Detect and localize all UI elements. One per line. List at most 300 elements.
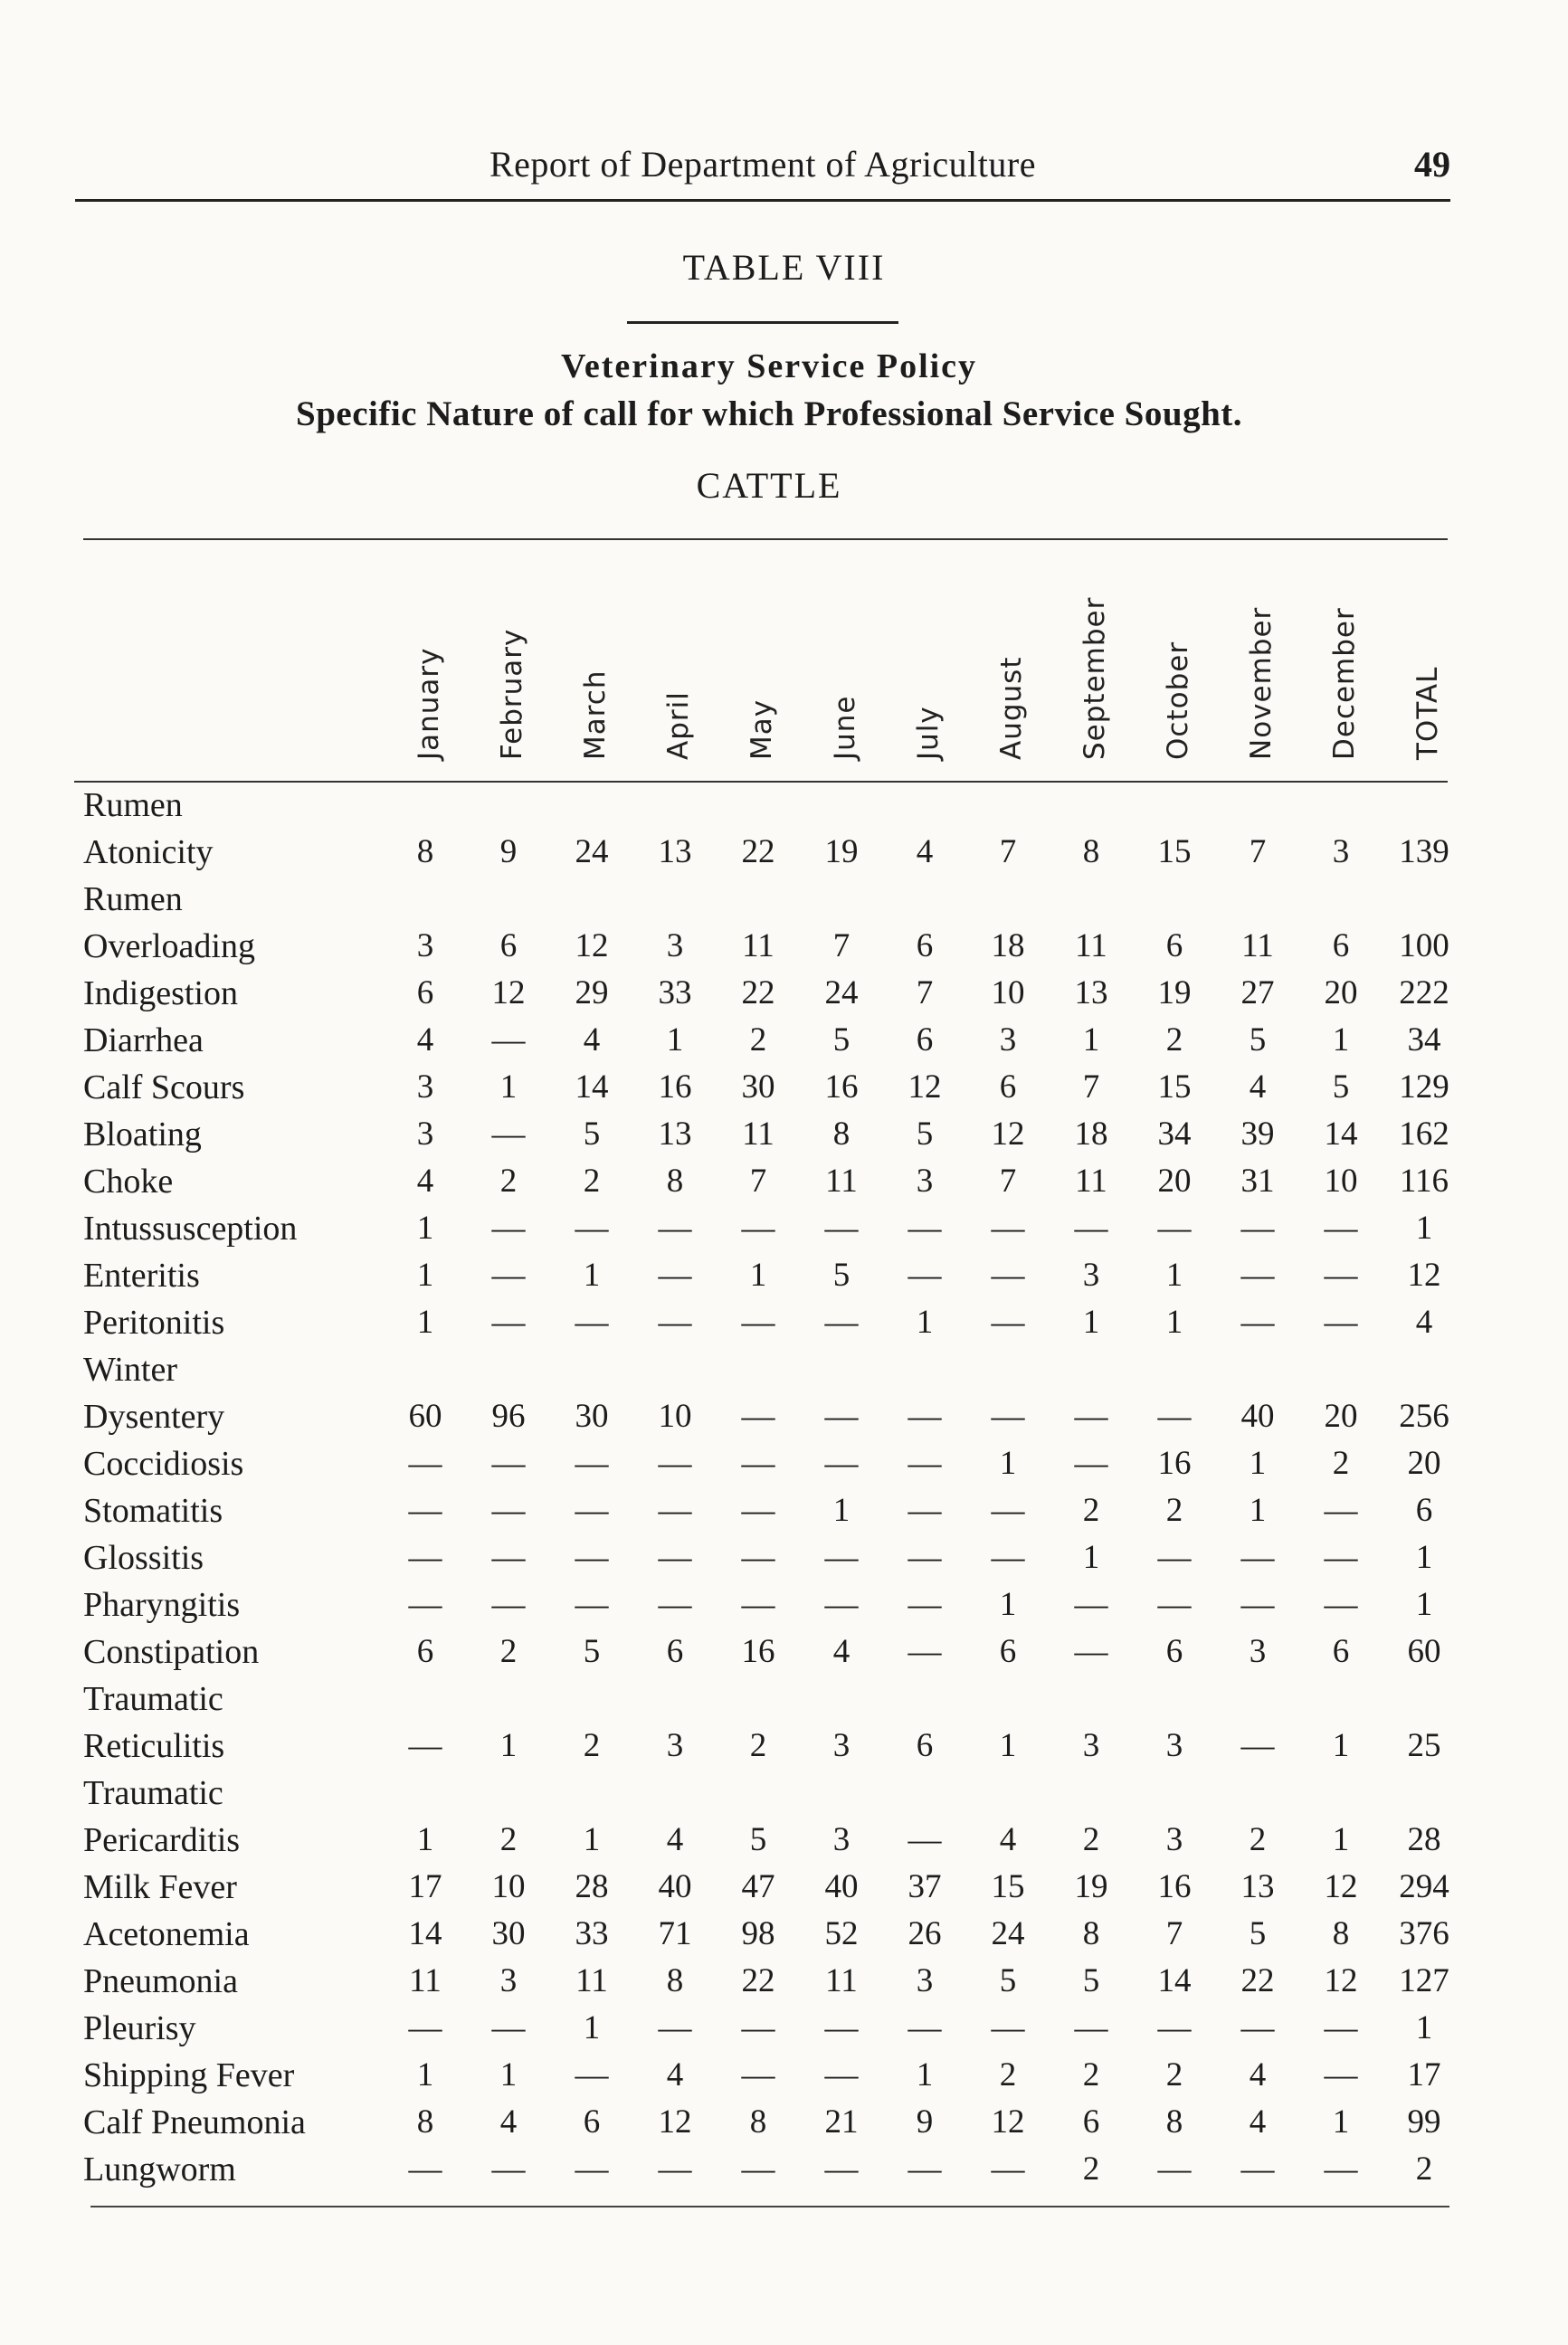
table-cell: 19 <box>1074 1868 1108 1905</box>
table-cell: 4 <box>583 1021 601 1059</box>
row-label: Winter <box>83 1351 177 1389</box>
table-cell: — <box>991 1492 1025 1529</box>
table-cell: — <box>491 1021 526 1059</box>
table-cell: — <box>741 1445 775 1482</box>
table-cell: 31 <box>1240 1163 1275 1200</box>
table-cell: — <box>908 1821 942 1858</box>
table-cell: 11 <box>1075 927 1107 964</box>
table-cell: 98 <box>741 1915 775 1952</box>
table-cell: — <box>408 2150 442 2188</box>
table-cell: 3 <box>999 1021 1017 1059</box>
table-cell: 20 <box>1157 1163 1192 1200</box>
table-cell: 13 <box>658 833 692 870</box>
table-cell: 10 <box>491 1868 526 1905</box>
table-cell: 5 <box>1082 1962 1100 1999</box>
running-title: Report of Department of Agriculture <box>489 144 1036 185</box>
row-total-cell: 376 <box>1399 1915 1449 1952</box>
table-cell: — <box>824 1304 859 1341</box>
row-total-cell: 162 <box>1399 1116 1449 1153</box>
table-cell: 1 <box>832 1492 851 1529</box>
table-cell: 14 <box>408 1915 442 1952</box>
table-cell: 2 <box>1249 1821 1267 1858</box>
table-cell: — <box>991 2009 1025 2046</box>
table-cell: 4 <box>666 1821 684 1858</box>
table-cell: 1 <box>1165 1257 1183 1294</box>
table-cell: 39 <box>1240 1116 1275 1153</box>
table-cell: 4 <box>416 1163 434 1200</box>
table-cell: — <box>991 1304 1025 1341</box>
table-cell: 96 <box>491 1398 526 1435</box>
row-total-cell: 116 <box>1399 1163 1449 1200</box>
table-cell: — <box>658 2150 692 2188</box>
header-divider-rule <box>74 781 1448 783</box>
row-label: Milk Fever <box>83 1868 237 1906</box>
table-cell: 16 <box>741 1633 775 1670</box>
table-cell: — <box>575 2056 609 2093</box>
table-cell: 9 <box>499 833 518 870</box>
table-cell: 4 <box>1249 2056 1267 2093</box>
table-cell: — <box>1074 1586 1108 1623</box>
table-cell: 5 <box>1249 1915 1267 1952</box>
table-cell: 1 <box>666 1021 684 1059</box>
table-cell: — <box>491 1492 526 1529</box>
table-cell: — <box>575 1304 609 1341</box>
row-total-cell: 127 <box>1399 1962 1449 1999</box>
table-cell: 1 <box>583 1257 601 1294</box>
table-cell: 18 <box>1074 1116 1108 1153</box>
table-cell: — <box>1324 2009 1358 2046</box>
row-total-cell: 256 <box>1399 1398 1449 1435</box>
table-cell: — <box>1074 1445 1108 1482</box>
table-cell: 4 <box>832 1633 851 1670</box>
table-cell: 4 <box>416 1021 434 1059</box>
table-cell: 2 <box>1082 2056 1100 2093</box>
table-cell: 20 <box>1324 1398 1358 1435</box>
row-label: Peritonitis <box>83 1304 225 1342</box>
table-cell: 3 <box>1082 1727 1100 1764</box>
table-cell: — <box>1157 1586 1192 1623</box>
table-cell: 34 <box>1157 1116 1192 1153</box>
table-cell: — <box>491 2009 526 2046</box>
table-cell: 3 <box>832 1727 851 1764</box>
column-header-label: December <box>1328 607 1361 760</box>
table-cell: 17 <box>408 1868 442 1905</box>
table-cell: 8 <box>666 1163 684 1200</box>
row-total-cell: 129 <box>1399 1068 1449 1106</box>
table-cell: 4 <box>916 833 934 870</box>
table-cell: 1 <box>416 1257 434 1294</box>
table-cell: 5 <box>1249 1021 1267 1059</box>
table-bottom-rule <box>90 2206 1449 2207</box>
table-cell: — <box>575 2150 609 2188</box>
table-cell: 11 <box>742 1116 774 1153</box>
table-cell: 12 <box>658 2103 692 2141</box>
row-label: Lungworm <box>83 2150 236 2188</box>
table-cell: 4 <box>499 2103 518 2141</box>
column-header-label: June <box>829 695 861 760</box>
table-cell: 1 <box>1082 1021 1100 1059</box>
table-cell: — <box>991 1210 1025 1247</box>
table-cell: — <box>908 1210 942 1247</box>
table-cell: 16 <box>824 1068 859 1106</box>
table-cell: — <box>908 1539 942 1576</box>
table-cell: — <box>491 1445 526 1482</box>
table-top-rule <box>83 538 1448 540</box>
table-cell: — <box>1240 2150 1275 2188</box>
table-cell: 5 <box>1332 1068 1350 1106</box>
row-total-cell: 20 <box>1407 1445 1441 1482</box>
table-cell: 5 <box>583 1633 601 1670</box>
table-cell: — <box>1324 1257 1358 1294</box>
table-cell: 6 <box>666 1633 684 1670</box>
table-cell: 3 <box>1332 833 1350 870</box>
table-cell: 1 <box>1249 1492 1267 1529</box>
table-cell: — <box>824 1398 859 1435</box>
table-cell: 40 <box>1240 1398 1275 1435</box>
row-label: Pericarditis <box>83 1821 241 1859</box>
table-cell: 3 <box>1165 1727 1183 1764</box>
row-label: Rumen <box>83 880 183 918</box>
table-cell: 3 <box>416 1068 434 1106</box>
table-cell: 1 <box>1332 1727 1350 1764</box>
table-cell: — <box>741 1398 775 1435</box>
table-cell: 2 <box>1332 1445 1350 1482</box>
table-cell: — <box>908 1398 942 1435</box>
row-total-cell: 6 <box>1415 1492 1433 1529</box>
table-cell: 2 <box>749 1021 767 1059</box>
row-label: Intussusception <box>83 1210 298 1248</box>
table-cell: 1 <box>499 1727 518 1764</box>
row-label: Calf Pneumonia <box>83 2103 306 2141</box>
row-label: Traumatic <box>83 1680 223 1718</box>
table-cell: 11 <box>825 1163 858 1200</box>
table-cell: 7 <box>1165 1915 1183 1952</box>
table-cell: 3 <box>1249 1633 1267 1670</box>
table-cell: 6 <box>1165 1633 1183 1670</box>
table-cell: — <box>658 1539 692 1576</box>
table-cell: — <box>575 1445 609 1482</box>
row-total-cell: 25 <box>1407 1727 1441 1764</box>
table-cell: 6 <box>999 1068 1017 1106</box>
table-cell: — <box>991 1398 1025 1435</box>
table-cell: — <box>908 1257 942 1294</box>
row-total-cell: 100 <box>1399 927 1449 964</box>
table-cell: — <box>408 1586 442 1623</box>
table-cell: 8 <box>1165 2103 1183 2141</box>
table-cell: 1 <box>1249 1445 1267 1482</box>
table-cell: 37 <box>908 1868 942 1905</box>
row-label: Acetonemia <box>83 1915 250 1953</box>
table-cell: 11 <box>409 1962 442 1999</box>
table-cell: 30 <box>741 1068 775 1106</box>
table-cell: — <box>491 1116 526 1153</box>
table-cell: 7 <box>1082 1068 1100 1106</box>
table-cell: 13 <box>658 1116 692 1153</box>
table-cell: 11 <box>1241 927 1274 964</box>
table-cell: 22 <box>741 1962 775 1999</box>
row-label: Pneumonia <box>83 1962 238 2000</box>
row-label: Diarrhea <box>83 1021 204 1059</box>
table-cell: 6 <box>1165 927 1183 964</box>
table-cell: 7 <box>999 1163 1017 1200</box>
table-cell: 1 <box>499 1068 518 1106</box>
table-cell: 6 <box>1332 927 1350 964</box>
table-cell: — <box>824 2009 859 2046</box>
table-cell: — <box>824 2150 859 2188</box>
table-cell: 15 <box>1157 833 1192 870</box>
table-cell: 4 <box>999 1821 1017 1858</box>
table-cell: 3 <box>1165 1821 1183 1858</box>
row-label: Rumen <box>83 786 183 824</box>
table-cell: 11 <box>825 1962 858 1999</box>
table-cell: 24 <box>575 833 609 870</box>
table-cell: 7 <box>1249 833 1267 870</box>
table-cell: 30 <box>491 1915 526 1952</box>
table-cell: — <box>1074 1210 1108 1247</box>
table-cell: 1 <box>916 2056 934 2093</box>
row-label: Traumatic <box>83 1774 223 1812</box>
table-cell: 12 <box>575 927 609 964</box>
page-number: 49 <box>1414 144 1450 185</box>
table-cell: — <box>1074 2009 1108 2046</box>
table-cell: 1 <box>416 1821 434 1858</box>
column-header-label: April <box>662 691 695 760</box>
table-cell: — <box>491 1304 526 1341</box>
row-label: Calf Scours <box>83 1068 245 1106</box>
table-cell: 60 <box>408 1398 442 1435</box>
table-cell: — <box>741 1586 775 1623</box>
table-cell: — <box>1240 1539 1275 1576</box>
table-cell: — <box>1324 1539 1358 1576</box>
row-total-cell: 2 <box>1415 2150 1433 2188</box>
table-cell: — <box>991 1257 1025 1294</box>
table-cell: — <box>1324 2056 1358 2093</box>
table-cell: 2 <box>583 1163 601 1200</box>
table-cell: — <box>408 1727 442 1764</box>
table-cell: 7 <box>999 833 1017 870</box>
row-total-cell: 1 <box>1415 1539 1433 1576</box>
table-cell: 1 <box>1332 1021 1350 1059</box>
row-total-cell: 17 <box>1407 2056 1441 2093</box>
table-cell: 2 <box>1082 1492 1100 1529</box>
table-cell: — <box>908 1492 942 1529</box>
table-cell: — <box>658 2009 692 2046</box>
table-cell: — <box>491 1586 526 1623</box>
table-cell: 1 <box>416 1210 434 1247</box>
table-cell: — <box>1157 1539 1192 1576</box>
table-cell: 14 <box>575 1068 609 1106</box>
table-cell: 27 <box>1240 974 1275 1011</box>
row-label: Stomatitis <box>83 1492 223 1530</box>
row-total-cell: 1 <box>1415 1586 1433 1623</box>
table-cell: — <box>908 1586 942 1623</box>
column-header-label: November <box>1245 606 1278 760</box>
table-cell: — <box>575 1492 609 1529</box>
table-cell: 5 <box>749 1821 767 1858</box>
table-cell: 2 <box>1165 1021 1183 1059</box>
table-cell: 2 <box>1165 2056 1183 2093</box>
table-cell: — <box>1157 1210 1192 1247</box>
table-cell: — <box>824 1210 859 1247</box>
table-cell: — <box>658 1257 692 1294</box>
table-cell: — <box>824 1586 859 1623</box>
column-header-label: TOTAL <box>1411 666 1444 760</box>
section-label: CATTLE <box>696 465 842 506</box>
table-cell: 2 <box>1165 1492 1183 1529</box>
table-cell: 11 <box>742 927 774 964</box>
row-total-cell: 28 <box>1407 1821 1441 1858</box>
table-cell: 1 <box>583 1821 601 1858</box>
table-cell: — <box>1157 1398 1192 1435</box>
table-cell: — <box>1240 1727 1275 1764</box>
table-cell: 11 <box>1075 1163 1107 1200</box>
row-total-cell: 294 <box>1399 1868 1449 1905</box>
table-cell: — <box>908 1633 942 1670</box>
table-cell: 8 <box>1332 1915 1350 1952</box>
table-cell: 8 <box>1082 1915 1100 1952</box>
table-cell: 30 <box>575 1398 609 1435</box>
table-cell: — <box>908 1445 942 1482</box>
table-cell: 3 <box>916 1163 934 1200</box>
row-label: Pharyngitis <box>83 1586 241 1624</box>
table-cell: 2 <box>583 1727 601 1764</box>
table-cell: 22 <box>741 833 775 870</box>
table-cell: 26 <box>908 1915 942 1952</box>
table-cell: — <box>1324 2150 1358 2188</box>
table-cell: 2 <box>1082 2150 1100 2188</box>
table-cell: 6 <box>499 927 518 964</box>
table-cell: — <box>575 1586 609 1623</box>
table-cell: 24 <box>991 1915 1025 1952</box>
table-cell: — <box>1324 1210 1358 1247</box>
table-cell: 6 <box>916 1021 934 1059</box>
table-cell: 4 <box>666 2056 684 2093</box>
table-cell: — <box>658 1445 692 1482</box>
table-cell: 9 <box>916 2103 934 2141</box>
table-cell: 8 <box>666 1962 684 1999</box>
row-label: Shipping Fever <box>83 2056 295 2094</box>
table-cell: 12 <box>1324 1868 1358 1905</box>
column-header-label: July <box>912 706 945 760</box>
table-cell: 13 <box>1074 974 1108 1011</box>
table-cell: — <box>658 1304 692 1341</box>
table-cell: — <box>408 1539 442 1576</box>
table-cell: 5 <box>832 1021 851 1059</box>
table-cell: — <box>1240 1210 1275 1247</box>
table-cell: 1 <box>416 1304 434 1341</box>
table-cell: 2 <box>499 1821 518 1858</box>
column-header-label: March <box>579 669 612 760</box>
page-header <box>75 136 1450 202</box>
table-cell: 2 <box>999 2056 1017 2093</box>
table-cell: — <box>408 1445 442 1482</box>
table-cell: — <box>991 2150 1025 2188</box>
table-cell: — <box>1240 1304 1275 1341</box>
table-cell: 1 <box>1332 1821 1350 1858</box>
table-cell: 1 <box>1082 1539 1100 1576</box>
row-total-cell: 1 <box>1415 2009 1433 2046</box>
table-cell: 1 <box>999 1586 1017 1623</box>
table-cell: 2 <box>499 1633 518 1670</box>
row-label: Glossitis <box>83 1539 204 1577</box>
table-cell: 33 <box>658 974 692 1011</box>
table-cell: 5 <box>999 1962 1017 1999</box>
table-cell: — <box>908 2150 942 2188</box>
table-cell: 3 <box>416 927 434 964</box>
table-cell: 18 <box>991 927 1025 964</box>
table-cell: 71 <box>658 1915 692 1952</box>
column-header-label: August <box>995 656 1028 760</box>
table-cell: — <box>741 2056 775 2093</box>
table-cell: — <box>741 1210 775 1247</box>
table-cell: 1 <box>999 1727 1017 1764</box>
table-cell: 1 <box>1082 1304 1100 1341</box>
table-cell: 3 <box>1082 1257 1100 1294</box>
table-cell: 3 <box>499 1962 518 1999</box>
table-cell: — <box>408 1492 442 1529</box>
table-cell: 40 <box>658 1868 692 1905</box>
row-total-cell: 60 <box>1407 1633 1441 1670</box>
column-header-label: October <box>1162 641 1194 760</box>
table-cell: — <box>741 2150 775 2188</box>
table-cell: 22 <box>741 974 775 1011</box>
table-cell: 2 <box>1082 1821 1100 1858</box>
table-cell: 52 <box>824 1915 859 1952</box>
table-cell: — <box>1324 1304 1358 1341</box>
table-cell: 7 <box>832 927 851 964</box>
table-cell: 24 <box>824 974 859 1011</box>
table-cell: 8 <box>416 833 434 870</box>
table-cell: — <box>1240 2009 1275 2046</box>
table-description: Specific Nature of call for which Professional Service Sought. <box>296 394 1242 433</box>
row-label: Constipation <box>83 1633 260 1671</box>
table-cell: 20 <box>1324 974 1358 1011</box>
table-cell: 1 <box>999 1445 1017 1482</box>
table-cell: 14 <box>1157 1962 1192 1999</box>
row-label: Overloading <box>83 927 255 965</box>
table-cell: — <box>491 2150 526 2188</box>
table-cell: — <box>491 1210 526 1247</box>
table-cell: 15 <box>991 1868 1025 1905</box>
table-cell: — <box>658 1586 692 1623</box>
table-cell: 3 <box>666 1727 684 1764</box>
table-cell: — <box>491 1539 526 1576</box>
table-cell: 8 <box>749 2103 767 2141</box>
table-cell: 7 <box>749 1163 767 1200</box>
row-label: Dysentery <box>83 1398 225 1436</box>
table-cell: 12 <box>908 1068 942 1106</box>
table-cell: — <box>1324 1492 1358 1529</box>
table-cell: 1 <box>916 1304 934 1341</box>
table-cell: — <box>824 1445 859 1482</box>
table-subtitle: Veterinary Service Policy <box>560 347 978 385</box>
table-cell: — <box>741 1304 775 1341</box>
table-cell: 12 <box>1324 1962 1358 1999</box>
table-cell: — <box>575 1210 609 1247</box>
table-cell: 16 <box>658 1068 692 1106</box>
column-header-label: May <box>746 698 778 760</box>
table-cell: 21 <box>824 2103 859 2141</box>
table-cell: — <box>1157 2150 1192 2188</box>
table-cell: — <box>1074 1398 1108 1435</box>
table-cell: 28 <box>575 1868 609 1905</box>
table-cell: 2 <box>749 1727 767 1764</box>
table-cell: 7 <box>916 974 934 1011</box>
table-cell: 12 <box>991 1116 1025 1153</box>
table-cell: — <box>824 2056 859 2093</box>
table-cell: 6 <box>416 974 434 1011</box>
table-cell: — <box>491 1257 526 1294</box>
